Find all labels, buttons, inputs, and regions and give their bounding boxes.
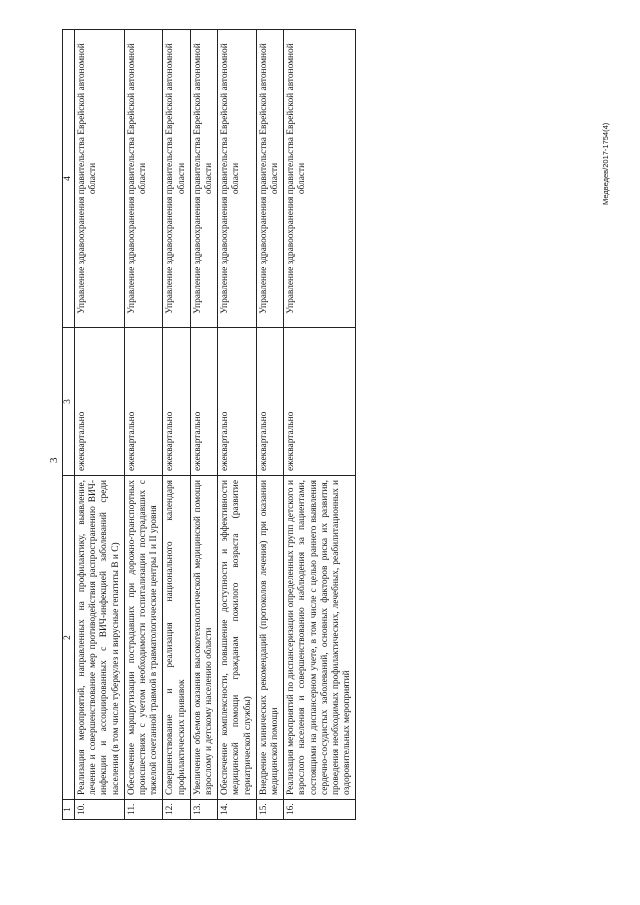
responsible-body: Управление здравоохранения правительства Еврейской автономной области: [124, 30, 163, 328]
responsible-body: Управление здравоохранения правительства Еврейской автономной области: [75, 30, 125, 328]
measure-description: Реализация мероприятий, направленных на профилактику, выявление, лечение и совершенствование мер противодействия распространению ВИЧ-инфекции и ассоциированных с ВИЧ-инфекцией заболеваний среди населения (в том числе туберкулез и вирусные гепатиты В и С): [75, 476, 125, 800]
column-header-frequency: 3: [63, 328, 75, 476]
column-header-measure: 2: [63, 476, 75, 800]
table-row: [163, 30, 190, 820]
row-number: 15.: [256, 800, 283, 820]
table-row: [124, 30, 163, 820]
row-number: 16.: [284, 800, 356, 820]
table-row: [218, 30, 257, 820]
frequency: ежеквартально: [218, 328, 257, 476]
frequency: ежеквартально: [163, 328, 190, 476]
table-row: [256, 30, 283, 820]
measure-description: Обеспечение маршрутизации пострадавших при дорожно-транспортных происшествиях с учетом необходимости госпитализации пострадавших с тяжелой сочетанной травмой в травматологические центры I и II уровня: [124, 476, 163, 800]
column-header-responsible: 4: [63, 30, 75, 328]
column-header-number: 1: [63, 800, 75, 820]
page-number: 3: [48, 457, 60, 463]
table-header-row: [63, 30, 75, 820]
table-row: [75, 30, 125, 820]
row-number: 10.: [75, 800, 125, 820]
frequency: ежеквартально: [190, 328, 217, 476]
measure-description: Внедрение клинических рекомендаций (протоколов лечения) при оказании медицинской помощи: [256, 476, 283, 800]
frequency: ежеквартально: [284, 328, 356, 476]
table-row: [190, 30, 217, 820]
measure-description: Совершенствование и реализация национального календаря профилактических прививок: [163, 476, 190, 800]
row-number: 12.: [163, 800, 190, 820]
responsible-body: Управление здравоохранения правительства Еврейской автономной области: [256, 30, 283, 328]
measures-table: [62, 29, 356, 820]
table-row: [284, 30, 356, 820]
responsible-body: Управление здравоохранения правительства Еврейской автономной области: [284, 30, 356, 328]
document-stamp: Медведев/2017-1754(4): [601, 122, 610, 205]
responsible-body: Управление здравоохранения правительства Еврейской автономной области: [163, 30, 190, 328]
frequency: ежеквартально: [124, 328, 163, 476]
measure-description: Обеспечение комплексности, повышение доступности и эффективности медицинской помощи гражданам пожилого возраста (развитие гериатрической службы): [218, 476, 257, 800]
frequency: ежеквартально: [256, 328, 283, 476]
row-number: 14.: [218, 800, 257, 820]
responsible-body: Управление здравоохранения правительства Еврейской автономной области: [218, 30, 257, 328]
measure-description: Реализация мероприятий по диспансеризации определенных групп детского и взрослого населения и совершенствованию наблюдения за пациентами, состоящими на диспансерном учете, в том числе с целью раннего выявления сердечно-сосудистых заболеваний, основных факторов риска их развития, проведения необходимых профилактических, лечебных, реабилитационных и оздоровительных мероприятий: [284, 476, 356, 800]
row-number: 13.: [190, 800, 217, 820]
row-number: 11.: [124, 800, 163, 820]
frequency: ежеквартально: [75, 328, 125, 476]
responsible-body: Управление здравоохранения правительства Еврейской автономной области: [190, 30, 217, 328]
measure-description: Увеличение объемов оказания высокотехнологической медицинской помощи взрослому и детскому населению области: [190, 476, 217, 800]
